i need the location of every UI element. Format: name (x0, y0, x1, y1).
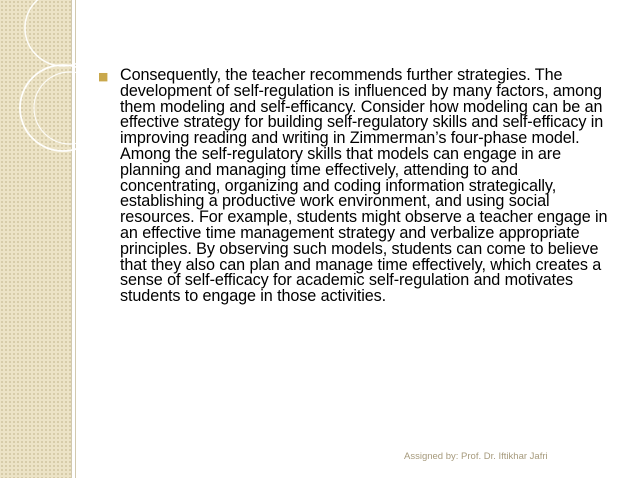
decorative-ring-top (25, 0, 101, 66)
decorative-ring-middle-outer (20, 65, 109, 151)
body-paragraph: Consequently, the teacher recommends further strategies. The development of self-regulation is influenced by many factors, among them modeling and self-efficancy. Consider how modeling can be an effective strategy for building self-regulatory skills and self-efficacy in improving reading and writing in Zimmerman’s four-phase model. Among the self-regulatory skills that models can engage in are planning and managing time effectively, attending to and concentrating, organizing and coding information strategically, establishing a productive work environment, and using social resources. For example, students might observe a teacher engage in an effective time management strategy and verbalize appropriate principles. By observing such models, students can come to believe that they also can plan and manage time effectively, which creates a sense of self-efficacy for academic self-regulation and motivates students to engage in those activities. (120, 66, 608, 306)
bullet-icon: ■ (98, 70, 109, 83)
content-area (98, 68, 618, 305)
footer-credit: Assigned by: Prof. Dr. Iftikhar Jafri (404, 451, 548, 462)
decorative-ring-middle-inner (34, 72, 106, 144)
